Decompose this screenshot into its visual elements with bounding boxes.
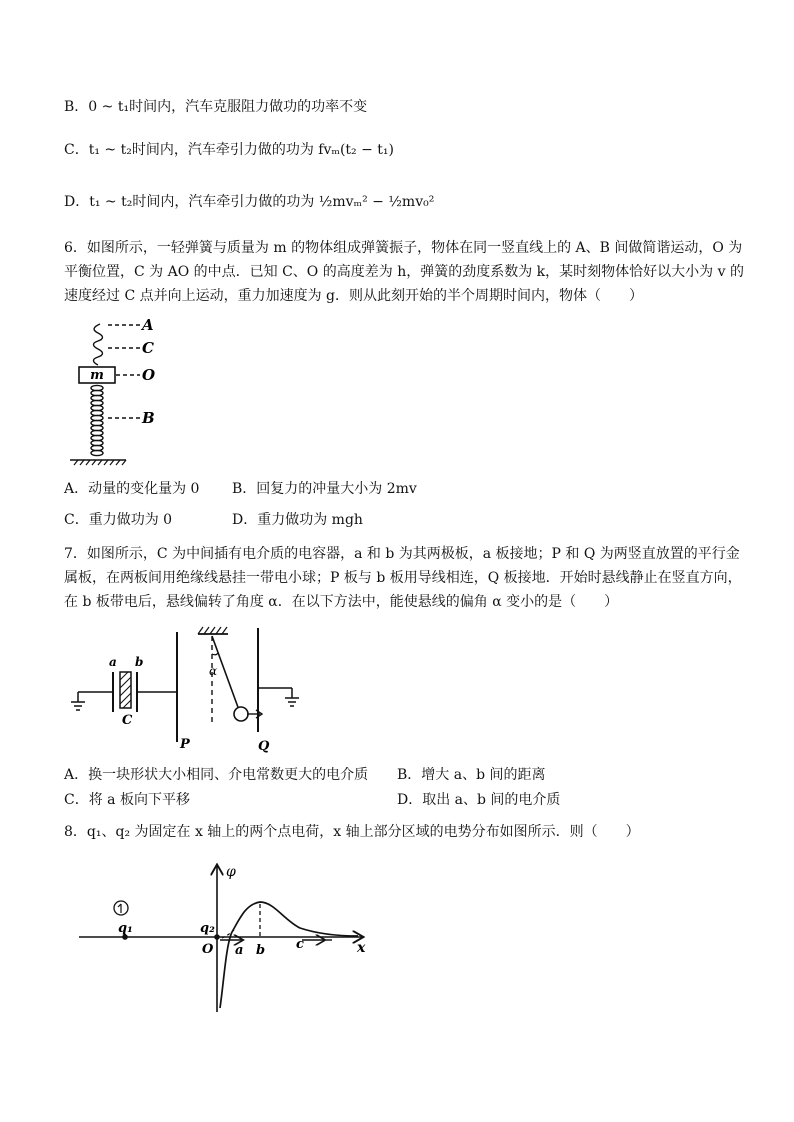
q7-option-a: A．换一块形状大小相同、介电常数更大的电介质 [64,767,369,783]
q7-fig-label-c: C [122,713,133,728]
q6-option-d: D．重力做功为 mgh [232,512,363,528]
q8-potential-figure [74,860,374,1020]
q8-stem: 8．q₁、q₂ 为固定在 x 轴上的两个点电荷，x 轴上部分区域的电势分布如图所示．则（ ） [64,824,640,840]
q5-option-b: B．0 ~ t₁时间内，汽车克服阻力做功的功率不变 [64,99,368,115]
q7-fig-label-a: a [109,655,117,669]
q8-fig-label-x: x [357,940,366,956]
q7-option-b: B．增大 a、b 间的距离 [397,767,546,783]
q7-fig-label-p: P [180,737,190,752]
q5-option-d: D．t₁ ~ t₂时间内，汽车牵引力做的功为 ½mvₘ² − ½mv₀² [64,194,435,210]
q8-fig-label-q2: q₂ [200,921,215,936]
q8-fig-label-q1: q₁ [118,921,133,936]
q6-stem: 6．如图所示，一轻弹簧与质量为 m 的物体组成弹簧振子，物体在同一竖直线上的 A、B 间做简谐运动，O 为平衡位置，C 为 AO 的中点．已知 C、O 的高度差为 h，弹簧的劲度系数为 k，某时刻物体恰好以大小为 v 的速度经过 C 点并向上运动，重力加速度为 g．则从此刻开始的半个周期时间内，物体（ ） [64,240,744,304]
q6-fig-label-c: C [142,339,154,357]
q6-fig-label-m: m [90,368,104,383]
q7-option-c: C．将 a 板向下平移 [64,792,190,808]
q7-stem: 7．如图所示，C 为中间插有电介质的电容器，a 和 b 为其两极板，a 板接地；P 和 Q 为两竖直放置的平行金属板，在两板间用绝缘线悬挂一带电小球；P 板与 b 板用导线相连，Q 板接地．开始时悬线静止在竖直方向，在 b 板带电后，悬线偏转了角度 α．在以下方法中，能使悬线的偏角 α 变小的是（ ） [64,546,742,610]
q8-fig-label-c: c [296,937,304,952]
q6-spring-figure [64,312,174,470]
q7-capacitor-figure [70,624,310,754]
q6-option-b: B．回复力的冲量大小为 2mv [232,481,417,497]
q6-fig-label-b: B [142,409,155,427]
q8-fig-label-b: b [256,943,266,958]
q7-option-d: D．取出 a、b 间的电介质 [397,792,561,808]
q6-fig-label-o: O [142,366,156,384]
q6-option-c: C．重力做功为 0 [64,512,173,528]
q6-fig-label-a: A [142,316,154,334]
q7-fig-label-b: b [135,655,144,669]
q8-fig-label-phi: φ [226,864,236,880]
q7-fig-label-q: Q [258,739,270,754]
q5-option-c: C．t₁ ~ t₂时间内，汽车牵引力做的功为 fvₘ(t₂ − t₁) [64,142,394,158]
q7-fig-label-alpha: α [209,664,218,678]
q8-fig-label-o: O [202,942,214,957]
q8-fig-label-a: a [235,943,244,958]
q6-option-a: A．动量的变化量为 0 [64,481,200,497]
